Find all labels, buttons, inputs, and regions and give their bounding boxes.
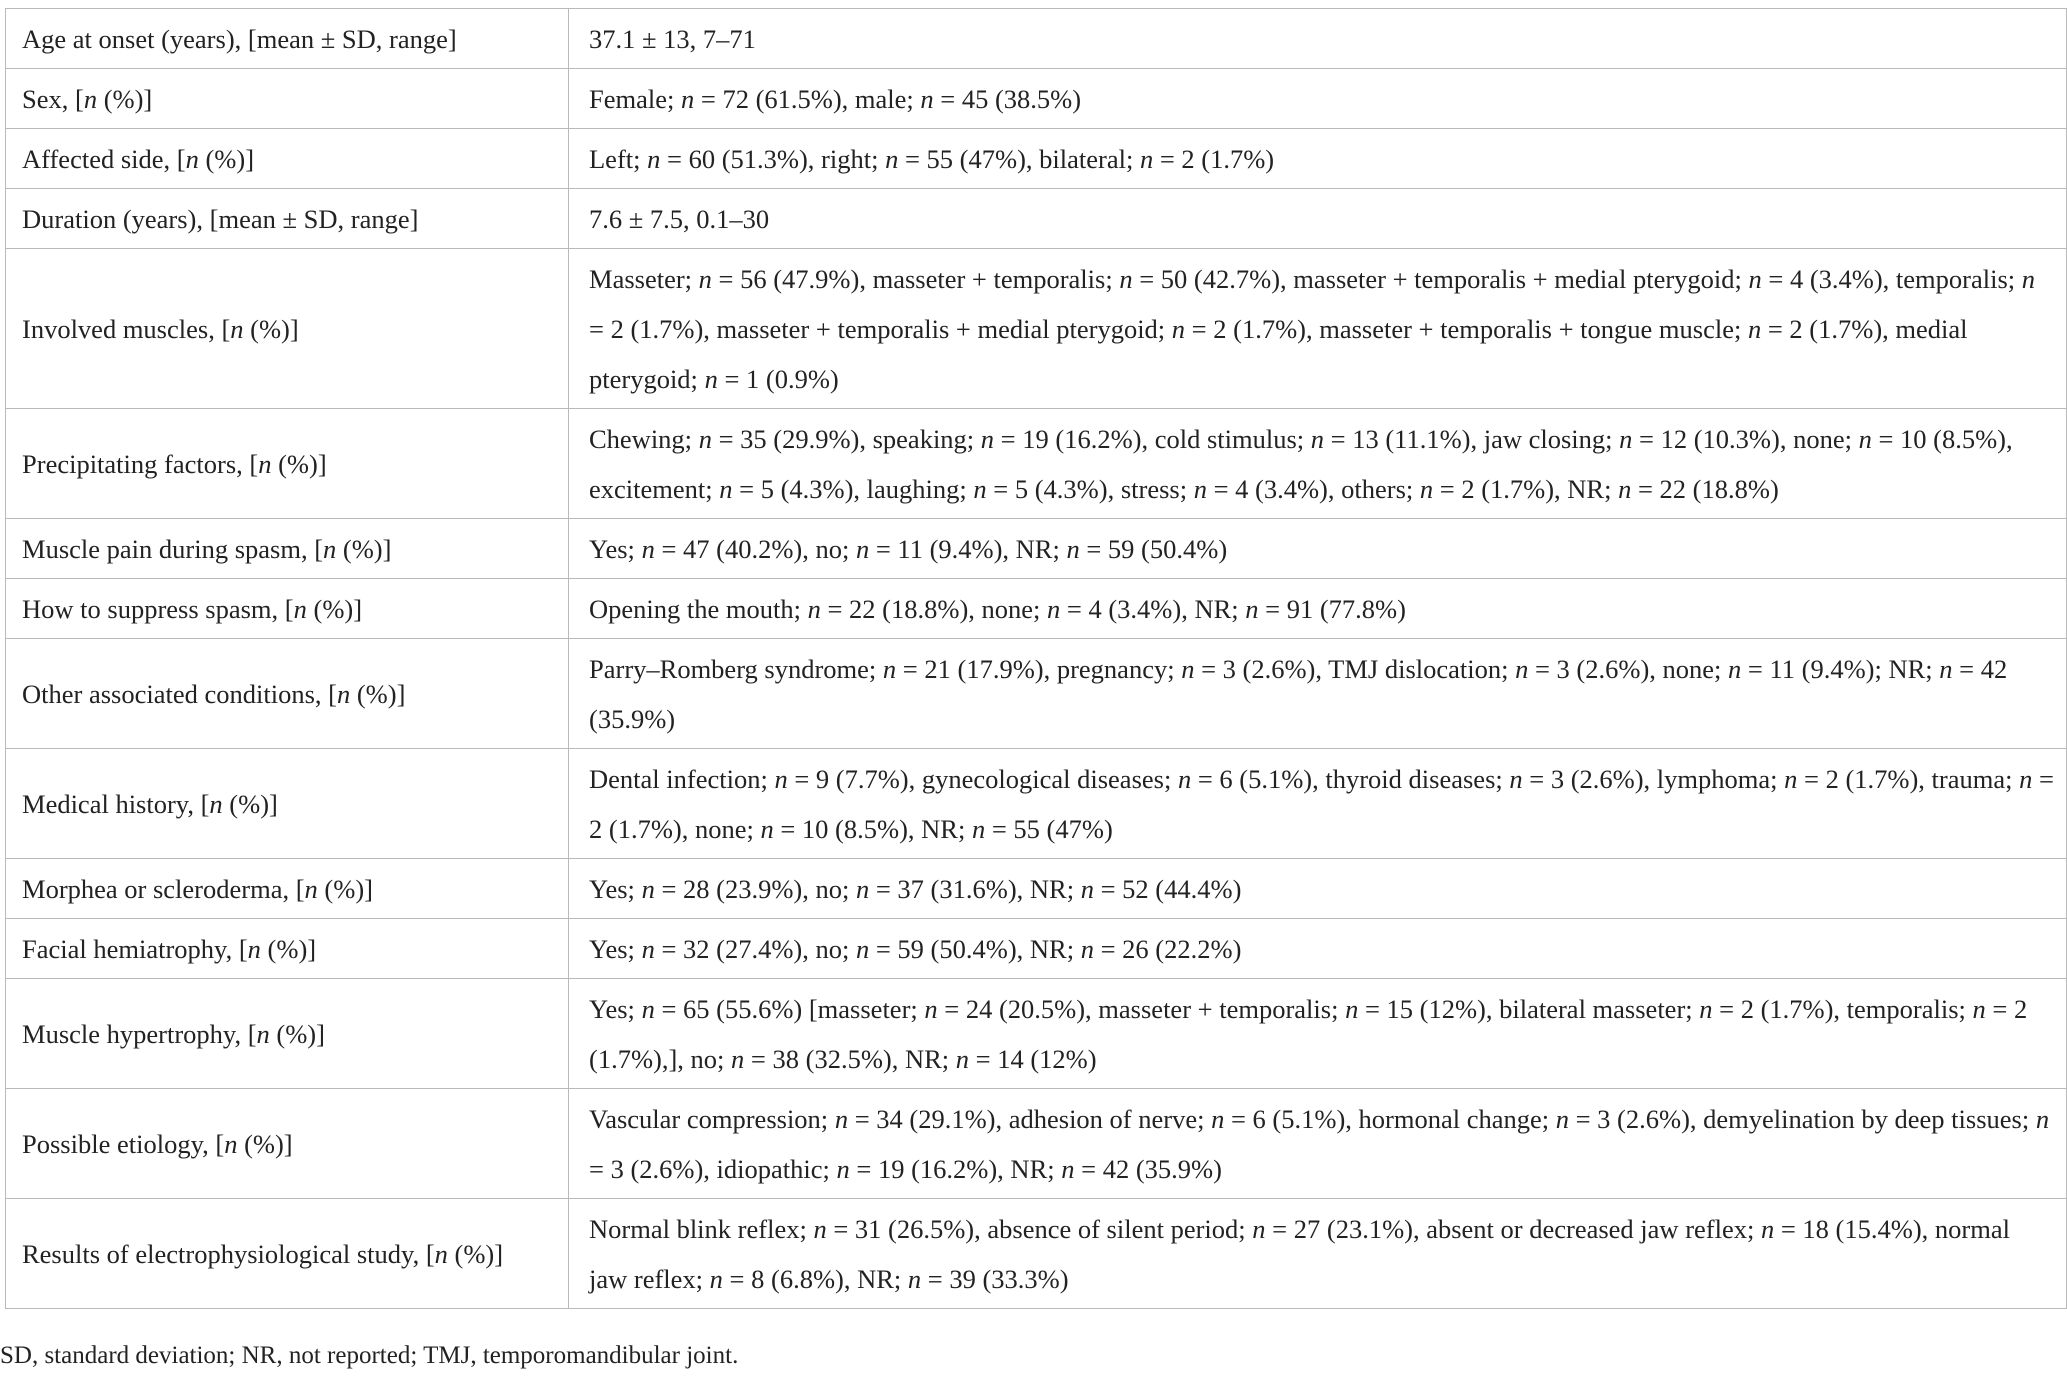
cell-text: = 65 (55.6%) [masseter;	[654, 993, 925, 1024]
cell-text: = 3 (2.6%), idiopathic;	[589, 1153, 837, 1184]
cell-text: = 2 (1.7%), NR;	[1433, 473, 1619, 504]
cell-text: = 8 (6.8%), NR;	[722, 1263, 908, 1294]
italic-n: n	[1784, 763, 1798, 794]
cell-text: (%)]	[198, 143, 255, 174]
italic-n: n	[2021, 263, 2036, 294]
italic-n: n	[907, 1263, 922, 1294]
table-row	[6, 1199, 2067, 1309]
cell-text: = 18 (15.4%), normal jaw reflex;	[589, 1213, 2010, 1294]
italic-n: n	[1252, 1213, 1266, 1244]
cell-text: How to suppress spasm, [	[22, 593, 294, 624]
cell-text: = 3 (2.6%), none;	[1528, 653, 1729, 684]
italic-n: n	[185, 143, 199, 174]
cell-text: = 34 (29.1%), adhesion of nerve;	[848, 1103, 1212, 1134]
cell-text: Normal blink reflex;	[589, 1213, 814, 1244]
cell-text: Opening the mouth;	[589, 593, 808, 624]
row-label	[6, 9, 569, 69]
italic-n: n	[1119, 263, 1133, 294]
cell-text: (%)]	[271, 448, 327, 479]
italic-n: n	[1061, 1153, 1075, 1184]
row-label	[6, 409, 569, 519]
table-row	[6, 249, 2067, 409]
cell-text: = 22 (18.8%), none;	[820, 593, 1048, 624]
cell-text: = 38 (32.5%), NR;	[744, 1043, 956, 1074]
italic-n: n	[1760, 1213, 1775, 1244]
italic-n: n	[855, 933, 870, 964]
italic-n: n	[1748, 263, 1762, 294]
italic-n: n	[1047, 593, 1061, 624]
table-row	[6, 979, 2067, 1089]
italic-n: n	[774, 763, 788, 794]
cell-text: Yes;	[589, 993, 642, 1024]
cell-text: Vascular compression;	[589, 1103, 835, 1134]
cell-text: Chewing;	[589, 423, 699, 454]
cell-text: = 10 (8.5%), NR;	[773, 813, 972, 844]
row-value	[569, 249, 2067, 409]
italic-n: n	[230, 313, 244, 344]
italic-n: n	[731, 1043, 745, 1074]
cell-text: Female;	[589, 83, 681, 114]
table-row	[6, 129, 2067, 189]
cell-text: = 6 (5.1%), hormonal change;	[1224, 1103, 1556, 1134]
italic-n: n	[1939, 653, 1953, 684]
cell-text: = 4 (3.4%), others;	[1206, 473, 1420, 504]
italic-n: n	[304, 873, 318, 904]
italic-n: n	[807, 593, 821, 624]
cell-text: Parry–Romberg syndrome;	[589, 653, 883, 684]
cell-text: Morphea or scleroderma, [	[22, 873, 305, 904]
row-value	[569, 859, 2067, 919]
cell-text: = 45 (38.5%)	[933, 83, 1082, 114]
row-value	[569, 979, 2067, 1089]
italic-n: n	[813, 1213, 827, 1244]
clinical-characteristics-table	[5, 8, 2067, 1309]
cell-text: = 11 (9.4%); NR;	[1741, 653, 1940, 684]
cell-text: (%)]	[447, 1238, 504, 1269]
italic-n: n	[641, 873, 655, 904]
row-label	[6, 189, 569, 249]
cell-text: = 32 (27.4%), no;	[654, 933, 856, 964]
cell-text: = 3 (2.6%), demyelination by deep tissues;	[1568, 1103, 2036, 1134]
italic-n: n	[2019, 763, 2033, 794]
cell-text: Muscle pain during spasm, [	[22, 533, 324, 564]
cell-text: = 3 (2.6%), lymphoma;	[1522, 763, 1785, 794]
italic-n: n	[1699, 993, 1713, 1024]
cell-text: Results of electrophysiological study, [	[22, 1238, 435, 1269]
row-label	[6, 249, 569, 409]
italic-n: n	[698, 423, 712, 454]
cell-text: (%)]	[260, 933, 317, 964]
cell-text: Masseter;	[589, 263, 699, 294]
cell-text: = 55 (47%), bilateral;	[898, 143, 1140, 174]
row-value	[569, 1199, 2067, 1309]
cell-text: = 56 (47.9%), masseter + temporalis;	[711, 263, 1120, 294]
italic-n: n	[1211, 1103, 1225, 1134]
italic-n: n	[709, 1263, 723, 1294]
cell-text: Possible etiology, [	[22, 1128, 225, 1159]
italic-n: n	[1618, 473, 1632, 504]
row-label	[6, 859, 569, 919]
italic-n: n	[336, 678, 351, 709]
cell-text: = 2 (1.7%),], no;	[589, 993, 2028, 1074]
cell-text: Left;	[589, 143, 648, 174]
table-row	[6, 1089, 2067, 1199]
cell-text: = 24 (20.5%), masseter + temporalis;	[937, 993, 1346, 1024]
cell-text: = 13 (11.1%), jaw closing;	[1324, 423, 1620, 454]
italic-n: n	[323, 533, 337, 564]
italic-n: n	[971, 813, 986, 844]
cell-text: = 2 (1.7%), medial pterygoid;	[589, 313, 1968, 394]
cell-text: = 1 (0.9%)	[717, 363, 839, 394]
cell-text: = 15 (12%), bilateral masseter;	[1358, 993, 1700, 1024]
italic-n: n	[1310, 423, 1325, 454]
italic-n: n	[1080, 873, 1094, 904]
italic-n: n	[647, 143, 661, 174]
italic-n: n	[834, 1103, 849, 1134]
cell-text: = 5 (4.3%), stress;	[986, 473, 1194, 504]
italic-n: n	[698, 263, 712, 294]
row-label	[6, 129, 569, 189]
italic-n: n	[1345, 993, 1359, 1024]
table-row	[6, 409, 2067, 519]
row-label	[6, 979, 569, 1089]
row-value	[569, 69, 2067, 129]
italic-n: n	[1193, 473, 1207, 504]
italic-n: n	[209, 788, 223, 819]
cell-text: (%)]	[350, 678, 406, 709]
cell-text: = 35 (29.9%), speaking;	[711, 423, 981, 454]
italic-n: n	[836, 1153, 850, 1184]
cell-text: = 14 (12%)	[969, 1043, 1097, 1074]
italic-n: n	[641, 533, 655, 564]
italic-n: n	[973, 473, 987, 504]
cell-text: = 59 (50.4%)	[1079, 533, 1228, 564]
cell-text: (%)]	[222, 788, 278, 819]
row-label	[6, 519, 569, 579]
italic-n: n	[1728, 653, 1742, 684]
cell-text: Age at onset (years), [mean ± SD, range]	[22, 23, 457, 54]
cell-text: = 42 (35.9%)	[589, 653, 2008, 734]
italic-n: n	[760, 813, 774, 844]
cell-text: Facial hemiatrophy, [	[22, 933, 248, 964]
cell-text: = 37 (31.6%), NR;	[869, 873, 1081, 904]
cell-text: (%)]	[97, 83, 153, 114]
cell-text: = 42 (35.9%)	[1074, 1153, 1222, 1184]
italic-n: n	[1245, 593, 1259, 624]
cell-text: (%)]	[243, 313, 299, 344]
table-row	[6, 579, 2067, 639]
row-value	[569, 9, 2067, 69]
cell-text: = 55 (47%)	[985, 813, 1113, 844]
italic-n: n	[924, 993, 938, 1024]
italic-n: n	[704, 363, 718, 394]
table-row	[6, 189, 2067, 249]
table-row	[6, 519, 2067, 579]
cell-text: = 21 (17.9%), pregnancy;	[896, 653, 1182, 684]
italic-n: n	[1555, 1103, 1569, 1134]
cell-text: Affected side, [	[22, 143, 186, 174]
cell-text: = 31 (26.5%), absence of silent period;	[826, 1213, 1253, 1244]
cell-text: = 12 (10.3%), none;	[1632, 423, 1859, 454]
cell-text: Yes;	[589, 933, 642, 964]
italic-n: n	[2035, 1103, 2050, 1134]
cell-text: = 27 (23.1%), absent or decreased jaw reflex;	[1265, 1213, 1761, 1244]
cell-text: (%)]	[269, 1018, 325, 1049]
italic-n: n	[434, 1238, 448, 1269]
italic-n: n	[885, 143, 899, 174]
row-label	[6, 69, 569, 129]
cell-text: = 9 (7.7%), gynecological diseases;	[787, 763, 1178, 794]
cell-text: Sex, [	[22, 83, 84, 114]
cell-text: Duration (years), [mean ± SD, range]	[22, 203, 419, 234]
italic-n: n	[855, 873, 870, 904]
cell-text: Muscle hypertrophy, [	[22, 1018, 257, 1049]
cell-text: = 28 (23.9%), no;	[654, 873, 856, 904]
italic-n: n	[719, 473, 733, 504]
cell-text: = 39 (33.3%)	[921, 1263, 1069, 1294]
row-value	[569, 409, 2067, 519]
italic-n: n	[256, 1018, 270, 1049]
cell-text: = 26 (22.2%)	[1093, 933, 1242, 964]
italic-n: n	[83, 83, 98, 114]
italic-n: n	[882, 653, 897, 684]
cell-text: Other associated conditions, [	[22, 678, 337, 709]
cell-text: = 3 (2.6%), TMJ dislocation;	[1194, 653, 1516, 684]
cell-text: = 19 (16.2%), NR;	[849, 1153, 1062, 1184]
cell-text: = 91 (77.8%)	[1258, 593, 1406, 624]
row-value	[569, 919, 2067, 979]
cell-text: Dental infection;	[589, 763, 775, 794]
cell-text: = 22 (18.8%)	[1631, 473, 1779, 504]
cell-text: Precipitating factors, [	[22, 448, 259, 479]
table-row	[6, 919, 2067, 979]
cell-text: = 60 (51.3%), right;	[660, 143, 886, 174]
table-row	[6, 69, 2067, 129]
italic-n: n	[247, 933, 261, 964]
row-value	[569, 519, 2067, 579]
italic-n: n	[1066, 533, 1080, 564]
cell-text: (%)]	[336, 533, 392, 564]
cell-text: Yes;	[589, 533, 642, 564]
row-value	[569, 1089, 2067, 1199]
cell-text: = 2 (1.7%)	[1153, 143, 1275, 174]
row-label	[6, 749, 569, 859]
table-body	[6, 9, 2067, 1309]
italic-n: n	[1419, 473, 1434, 504]
cell-text: = 47 (40.2%), no;	[654, 533, 856, 564]
italic-n: n	[855, 533, 870, 564]
cell-text: = 5 (4.3%), laughing;	[732, 473, 974, 504]
row-value	[569, 129, 2067, 189]
cell-text: Involved muscles, [	[22, 313, 231, 344]
italic-n: n	[1509, 763, 1523, 794]
cell-text: = 4 (3.4%), NR;	[1060, 593, 1246, 624]
cell-text: = 11 (9.4%), NR;	[869, 533, 1067, 564]
cell-text: = 52 (44.4%)	[1093, 873, 1242, 904]
row-label	[6, 639, 569, 749]
italic-n: n	[641, 993, 655, 1024]
italic-n: n	[1858, 423, 1872, 454]
italic-n: n	[293, 593, 307, 624]
cell-text: Yes;	[589, 873, 642, 904]
italic-n: n	[955, 1043, 970, 1074]
cell-text: = 2 (1.7%), masseter + temporalis + tongue muscle;	[1185, 313, 1748, 344]
italic-n: n	[641, 933, 655, 964]
row-value	[569, 749, 2067, 859]
cell-text: (%)]	[237, 1128, 293, 1159]
italic-n: n	[681, 83, 695, 114]
italic-n: n	[1619, 423, 1633, 454]
cell-text: = 50 (42.7%), masseter + temporalis + medial pterygoid;	[1132, 263, 1749, 294]
row-label	[6, 919, 569, 979]
table-row	[6, 859, 2067, 919]
cell-text: = 59 (50.4%), NR;	[869, 933, 1081, 964]
italic-n: n	[1177, 763, 1192, 794]
italic-n: n	[1171, 313, 1186, 344]
cell-text: = 6 (5.1%), thyroid diseases;	[1191, 763, 1510, 794]
italic-n: n	[1747, 313, 1762, 344]
row-value	[569, 189, 2067, 249]
table-footnote: SD, standard deviation; NR, not reported; TMJ, temporomandibular joint.	[0, 1342, 739, 1369]
cell-text: = 4 (3.4%), temporalis;	[1761, 263, 2022, 294]
italic-n: n	[920, 83, 934, 114]
cell-text: (%)]	[306, 593, 363, 624]
cell-text: 37.1 ± 13, 7–71	[589, 23, 756, 54]
row-value	[569, 639, 2067, 749]
cell-text: = 2 (1.7%), none;	[589, 763, 2054, 844]
cell-text: Medical history, [	[22, 788, 210, 819]
cell-text: = 10 (8.5%), excitement;	[589, 423, 2013, 504]
italic-n: n	[1181, 653, 1195, 684]
italic-n: n	[1080, 933, 1094, 964]
cell-text: = 2 (1.7%), trauma;	[1797, 763, 2020, 794]
table-row	[6, 639, 2067, 749]
italic-n: n	[224, 1128, 238, 1159]
cell-text: = 2 (1.7%), masseter + temporalis + medial pterygoid;	[589, 313, 1172, 344]
cell-text: = 72 (61.5%), male;	[694, 83, 921, 114]
row-label	[6, 579, 569, 639]
italic-n: n	[980, 423, 995, 454]
italic-n: n	[258, 448, 272, 479]
italic-n: n	[1515, 653, 1529, 684]
row-label	[6, 1199, 569, 1309]
italic-n: n	[1972, 993, 1986, 1024]
table-row	[6, 749, 2067, 859]
row-label	[6, 1089, 569, 1199]
cell-text: (%)]	[317, 873, 373, 904]
cell-text: = 2 (1.7%), temporalis;	[1712, 993, 1973, 1024]
table-row	[6, 9, 2067, 69]
row-value	[569, 579, 2067, 639]
cell-text: = 19 (16.2%), cold stimulus;	[994, 423, 1311, 454]
cell-text: 7.6 ± 7.5, 0.1–30	[589, 203, 770, 234]
italic-n: n	[1139, 143, 1154, 174]
